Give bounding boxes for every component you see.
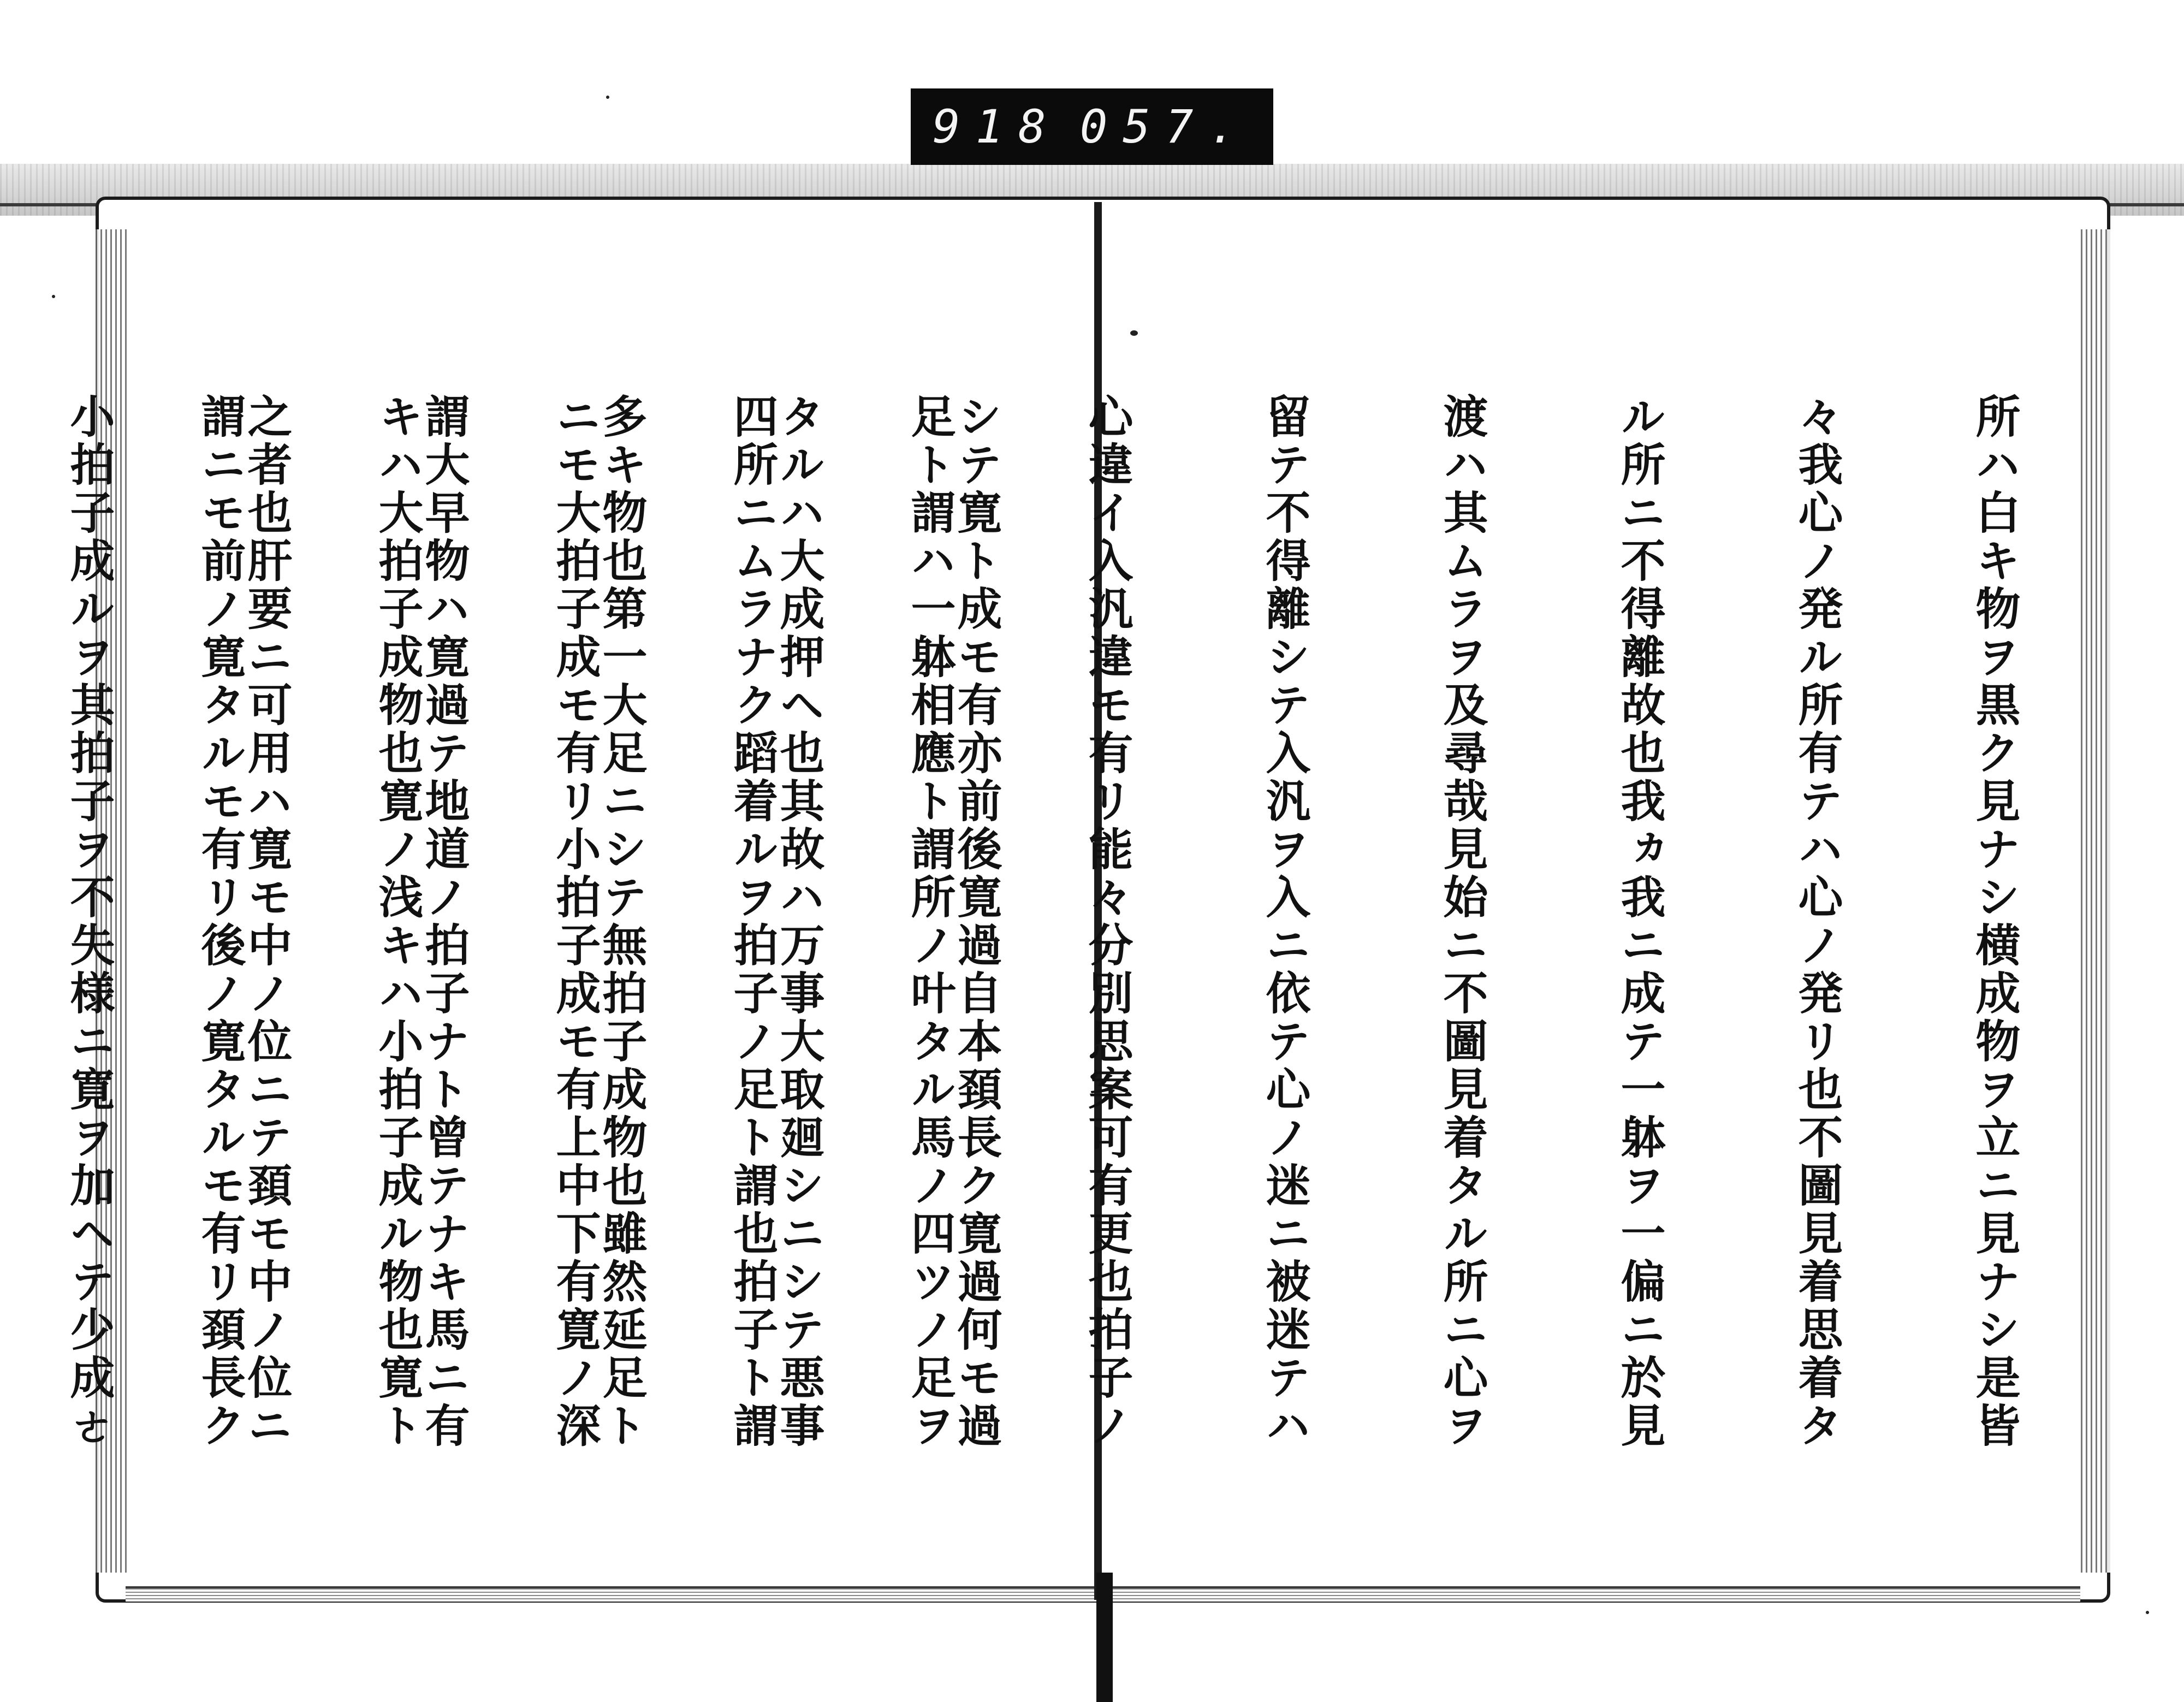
text-line: シテ寛ト成モ有亦前後寛過自本頚長ク寛過何モ過 (950, 393, 1002, 1450)
frame-number: 057. (1079, 100, 1251, 153)
text-line: 謂ニモ前ノ寛タルモ有リ後ノ寛タルモ有リ頚長ク (194, 393, 246, 1450)
text-line: キハ大拍子成物也寛ノ浅キハ小拍子成ル物也寛ト (371, 393, 424, 1450)
text-line: 渡ハ其ムラヲ及尋哉見始ニ不圖見着タル所ニ心ヲ (1436, 393, 1488, 1450)
left-page-text (63, 393, 1065, 1567)
text-line: 々我心ノ発ル所有テハ心ノ発リ也不圖見着思着タ (1791, 393, 1843, 1450)
text-line: 所ハ白キ物ヲ黒ク見ナシ横成物ヲ立ニ見ナシ是皆 (1968, 393, 2021, 1450)
text-line: 謂大早物ハ寛過テ地道ノ拍子ナト曾テナキ馬ニ有 (418, 393, 470, 1450)
scan-speck (2146, 1611, 2149, 1614)
microfilm-frame-label (911, 88, 1273, 165)
text-line: 心違イ入汎違モ有リ能々分別思案可有更也拍子ノ (1081, 393, 1133, 1450)
text-line: タルハ大成押ヘ也其故ハ万事大取廻シニシテ悪事 (773, 393, 825, 1450)
text-line: 之者也肝要ニ可用ハ寛モ中ノ位ニテ頚モ中ノ位ニ (240, 393, 293, 1450)
reel-number: 918 (933, 100, 1061, 153)
text-line: ニモ大拍子成モ有リ小拍子成モ有上中下有寛ノ深 (549, 393, 601, 1450)
text-line: ル所ニ不得離故也我ヵ我ニ成テ一躰ヲ一偏ニ於見 (1613, 393, 1666, 1450)
text-line: 小拍子成ルヲ其拍子ヲ不失様ニ寛ヲ加ヘテ少成ㄜ (63, 393, 115, 1450)
gutter-binding-strip (1096, 1573, 1113, 1702)
scan-speck (52, 295, 55, 298)
text-line: 多キ物也第一大足ニシテ無拍子成物也雖然延足ト (595, 393, 648, 1450)
scan-speck (606, 96, 609, 99)
text-line: 足ト謂ハ一躰相應ト謂所ノ叶タル馬ノ四ツノ足ヲ (904, 393, 956, 1450)
scan-speck (1130, 330, 1138, 336)
text-line: 留テ不得離シテ入汎ヲ入ニ依テ心ノ迷ニ被迷テハ (1259, 393, 1311, 1450)
text-line: 四所ニムラナク蹈着ルヲ拍子ノ足ト謂也拍子ト謂 (726, 393, 779, 1450)
